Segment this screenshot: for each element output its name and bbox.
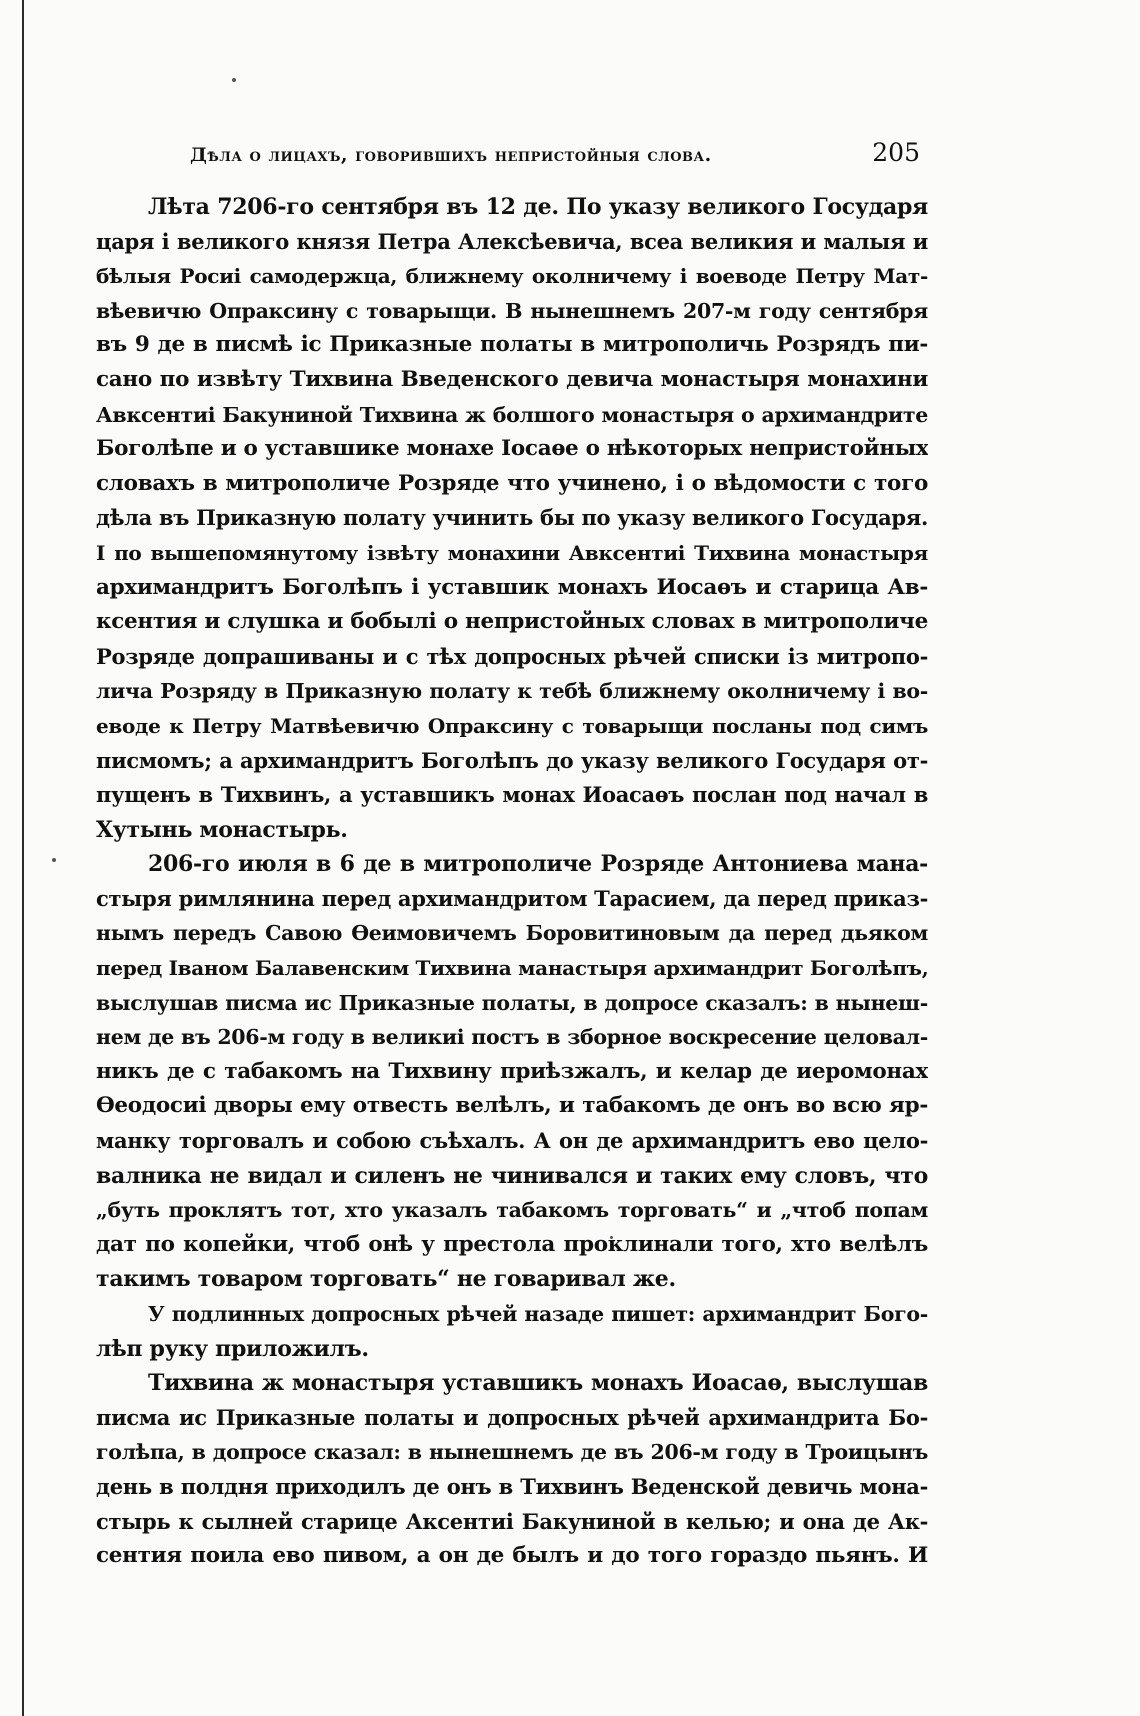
text-line: Ѳеодосиі дворы ему отвесть велѣлъ, и табакомъ де онъ во всю яр-: [96, 1093, 928, 1119]
text-line: выслушав писма ис Приказные полаты, в допросе сказалъ: в нынеш-: [96, 990, 928, 1015]
text-line: архимандритъ Боголѣпъ і уставшик монахъ Иосаѳъ и старица Ав-: [96, 574, 928, 600]
running-title: Дѣла о лицахъ, говорившихъ непристойныя слова.: [190, 144, 712, 166]
text-line: Авксентиі Бакуниной Тихвина ж болшого монастыря о архимандрите: [96, 402, 928, 427]
text-line: писмомъ; а архимандритъ Боголѣпъ до указу великого Государя от-: [96, 747, 928, 773]
text-line: стырь к сылней старице Аксентиі Бакуниной в келью; и она де Ак-: [96, 1508, 928, 1534]
text-line: Боголѣпе и о уставшике монахе Іосаѳе о нѣкоторых непристойных: [96, 436, 928, 462]
text-line: никъ де с табакомъ на Тихвину приѣзжалъ, и келар де иеромонах: [96, 1058, 928, 1084]
text-line: перед Іваном Балавенским Тихвина манастыря архимандрит Боголѣпъ,: [96, 956, 928, 981]
text-line: У подлинных допросных рѣчей назаде пишет: архимандрит Бого-: [148, 1302, 928, 1326]
page-edge-rule: [22, 0, 24, 1716]
text-line: дѣла въ Приказную полату учинить бы по указу великого Государя.: [96, 505, 928, 531]
text-line: пущенъ в Тихвинъ, а уставшикъ монах Иоасаѳъ послан под начал в: [96, 782, 928, 808]
text-line: писма ис Приказные полаты и допросных рѣчей архимандрита Бо-: [96, 1404, 928, 1430]
text-line: ксентия и слушка и бобылі о непристойных словах в митрополиче: [96, 609, 928, 635]
page-header: [190, 138, 920, 174]
text-line: бѣлыя Росиі самодержца, ближнему околничему і воеводе Петру Мат-: [96, 264, 928, 289]
text-line: Тихвина ж монастыря уставшикъ монахъ Иоасаѳ, выслушав: [148, 1370, 928, 1397]
scan-speck: [52, 858, 56, 862]
text-line: валника не видал и силенъ не чинивался и таких ему словъ, что: [96, 1162, 928, 1189]
text-line: сентия поила ево пивом, а он де былъ и до того гораздо пьянъ. И: [96, 1543, 928, 1569]
text-line: день в полдня приходилъ де онъ в Тихвинъ Веденской девичь мона-: [96, 1473, 928, 1499]
text-line: еводе к Петру Матвѣевичю Опраксину с товарыщи посланы под симъ: [96, 713, 928, 738]
text-line: Розряде допрашиваны и с тѣх допросных рѣчей списки із митропо-: [96, 643, 928, 669]
text-line: лѣп руку приложилъ.: [96, 1335, 369, 1362]
text-line: дат по копейки, чтоб онѣ у престола проклинали того, хто велѣлъ: [96, 1231, 928, 1257]
text-line: І по вышепомянутому ізвѣту монахини Авксентиі Тихвина монастыря: [96, 540, 928, 565]
text-line: царя і великого князя Петра Алексѣевича, всеа великия и малыя и: [96, 228, 928, 254]
scan-speck: [232, 78, 236, 82]
page-number: 205: [872, 138, 920, 167]
text-line: словахъ в митрополиче Розряде что учинено, і о вѣдомости с того: [96, 470, 928, 496]
text-line: нем де въ 206-м году в великиі постъ в зборное воскресение целовал-: [96, 1025, 928, 1050]
text-line: такимъ товаром торговать“ не говаривал же.: [96, 1266, 676, 1293]
text-line: лича Розряду в Приказную полату к тебѣ ближнему околничему і во-: [96, 679, 928, 704]
text-line: манку торговалъ и собою съѣхалъ. А он де архимандритъ ево цело-: [96, 1128, 928, 1154]
text-line: Лѣта 7206-го сентября въ 12 де. По указу великого Государя: [148, 194, 928, 220]
text-line: въ 9 де в писмѣ іс Приказные полаты в митрополичь Розрядъ пи-: [96, 332, 928, 358]
text-line: нымъ передъ Савою Ѳеимовичемъ Боровитиновым да перед дьяком: [96, 921, 928, 946]
text-line: вѣевичю Опраксину с товарыщи. В нынешнемъ 207-м году сентября: [96, 298, 928, 323]
body-text: [96, 190, 928, 1574]
text-line: Хутынь монастырь.: [96, 816, 348, 843]
text-line: „буть проклятъ тот, хто указалъ табакомъ торговать“ и „чтоб попам: [96, 1198, 928, 1223]
text-line: 206-го июля в 6 де в митрополиче Розряде Антониева мана-: [148, 851, 928, 878]
text-line: стыря римлянина перед архимандритом Тарасием, да перед приказ-: [96, 885, 928, 911]
text-line: сано по извѣту Тихвина Введенского девича монастыря монахини: [96, 366, 928, 392]
text-line: голѣпа, в допросе сказал: в нынешнемъ де въ 206-м году в Троицынъ: [96, 1440, 928, 1465]
